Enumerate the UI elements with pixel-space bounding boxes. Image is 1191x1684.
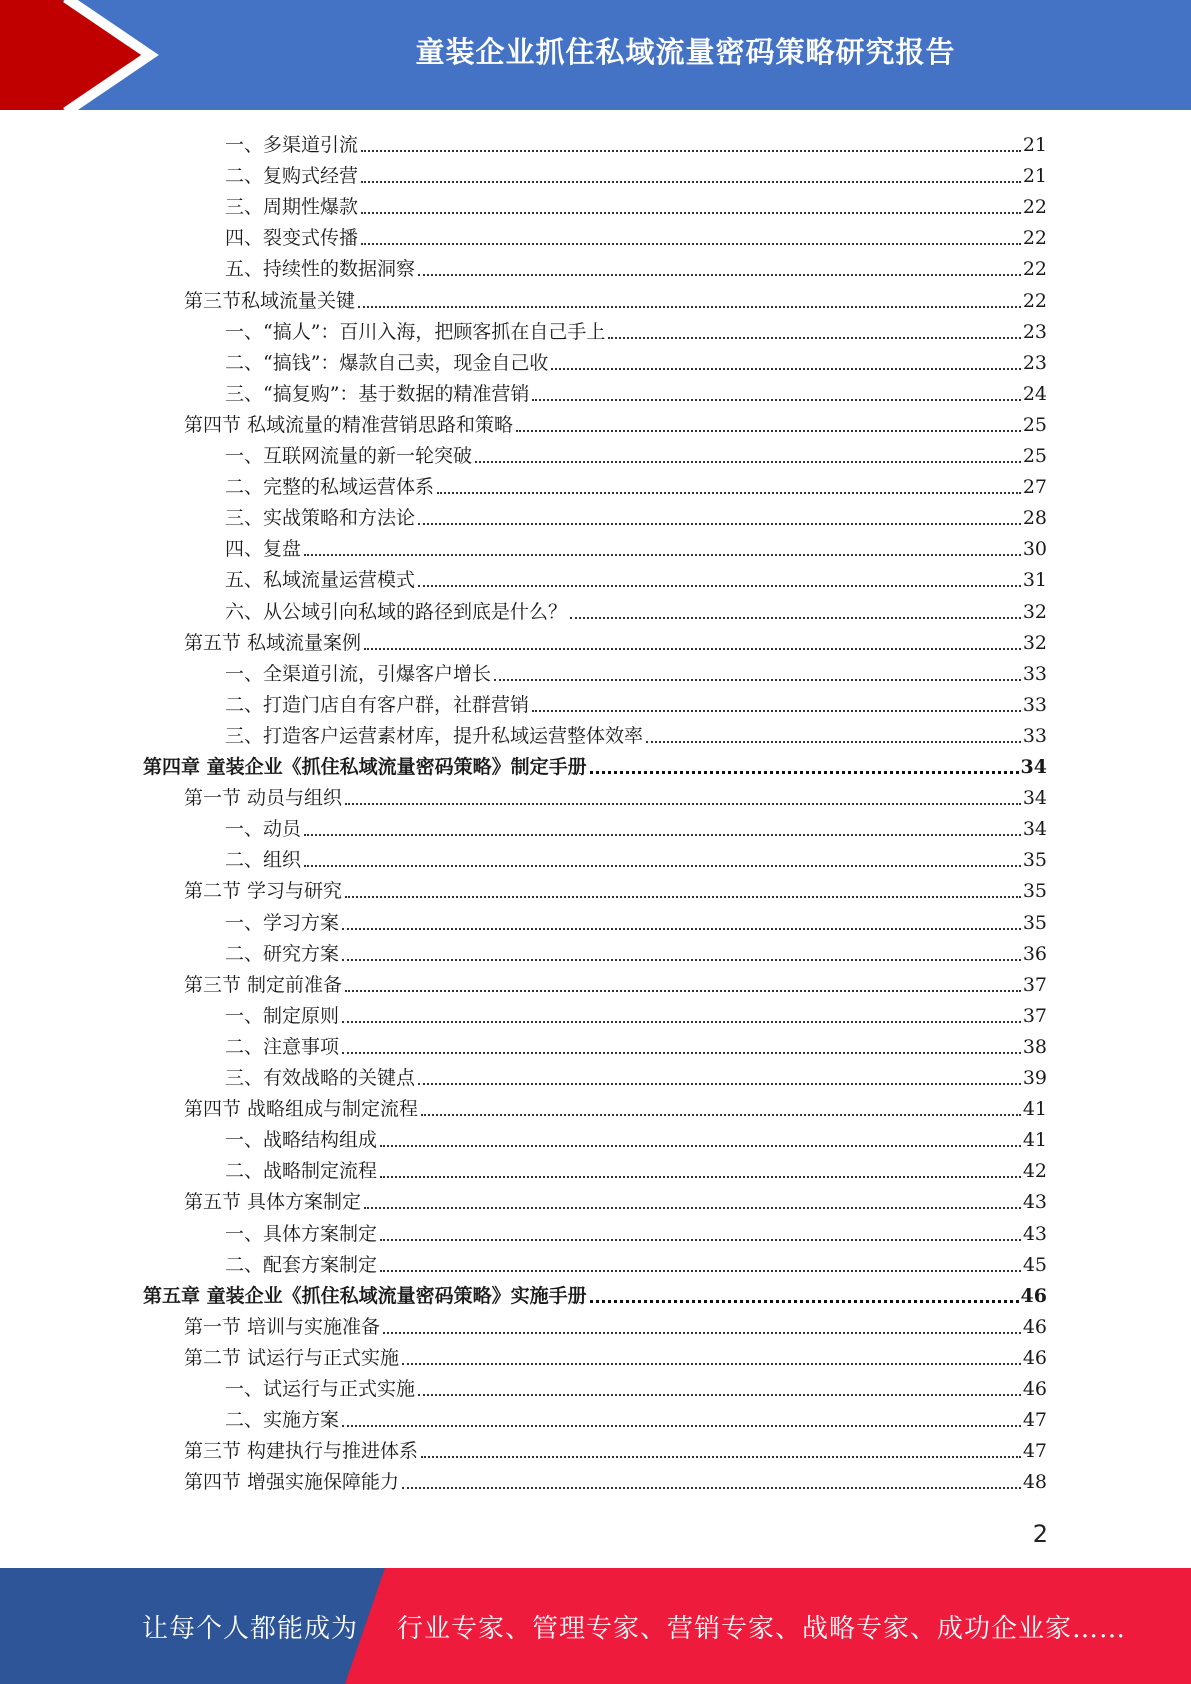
toc-section-entry[interactable] [184,872,1047,903]
toc-entry-label: 五、持续性的数据洞察 [225,258,416,281]
toc-entry-page: 33 [1022,662,1047,685]
toc-entry-label: 六、从公域引向私域的路径到底是什么？ [225,600,568,623]
toc-dot-leader [418,274,1021,276]
toc-dot-leader [342,1021,1021,1023]
toc-dot-leader [475,461,1021,463]
toc-entry-page: 35 [1022,911,1047,934]
toc-entry-page: 38 [1022,1035,1047,1058]
footer-slogan-right: 行业专家、管理专家、营销专家、战略专家、成功企业家…… [397,1613,1127,1644]
toc-entry-label: 一、学习方案 [225,911,340,934]
toc-entry-label: 第一节 动员与组织 [184,787,343,810]
toc-entry-label: 四、裂变式传播 [225,227,359,250]
toc-section-entry[interactable] [184,406,1047,437]
toc-entry-label: 二、配套方案制定 [225,1253,378,1276]
toc-subsection-entry[interactable] [225,810,1047,841]
toc-subsection-entry[interactable] [225,1401,1047,1432]
toc-entry-label: 一、试运行与正式实施 [225,1378,416,1400]
toc-entry-label: 二、完整的私域运营体系 [225,476,435,499]
toc-entry-label: 一、制定原则 [225,1004,340,1027]
toc-section-entry[interactable] [184,282,1047,313]
toc-entry-page: 35 [1022,849,1047,872]
toc-subsection-entry[interactable] [225,126,1047,157]
toc-dot-leader [364,1207,1021,1209]
toc-entry-label: 第三节私域流量关键 [184,289,356,312]
toc-dot-leader [342,959,1021,961]
toc-entry-label: 第四节 私域流量的精准营销思路和策略 [184,413,514,436]
toc-dot-leader [380,1176,1021,1178]
toc-entry-page: 46 [1022,1315,1047,1338]
toc-entry-page: 21 [1022,165,1047,188]
toc-dot-leader [402,1363,1021,1365]
toc-dot-leader [342,1052,1021,1054]
toc-entry-page: 34 [1022,818,1047,841]
toc-entry-page: 36 [1022,942,1047,965]
toc-entry-page: 39 [1022,1067,1047,1089]
toc-dot-leader [361,150,1021,152]
toc-section-entry[interactable] [184,1463,1047,1494]
toc-entry-page: 35 [1022,880,1047,903]
toc-entry-label: 二、战略制定流程 [225,1160,378,1183]
toc-entry-page: 23 [1022,320,1047,343]
toc-entry-label: 一、互联网流量的新一轮突破 [225,445,473,467]
red-arrow-icon [0,0,160,110]
toc-entry-label: 三、“搞复购”：基于数据的精准营销 [225,382,530,405]
toc-entry-page: 31 [1022,569,1047,592]
toc-subsection-entry[interactable] [225,157,1047,188]
toc-dot-leader [304,554,1021,556]
toc-dot-leader [361,243,1021,245]
page-number: 2 [1032,1520,1048,1548]
toc-subsection-entry[interactable] [225,468,1047,499]
toc-subsection-entry[interactable] [225,841,1047,872]
toc-entry-page: 32 [1022,631,1047,654]
toc-dot-leader [361,181,1021,183]
toc-subsection-entry[interactable] [225,904,1047,935]
toc-subsection-entry[interactable] [225,1028,1047,1059]
toc-entry-page: 43 [1022,1222,1047,1245]
toc-entry-page: 22 [1022,227,1047,250]
toc-section-entry[interactable] [184,966,1047,997]
toc-entry-page: 28 [1022,507,1047,530]
header-band [0,0,1191,110]
toc-entry-label: 四、复盘 [225,538,302,561]
toc-section-entry[interactable] [184,1339,1047,1370]
toc-entry-page: 37 [1022,973,1047,996]
toc-entry-label: 二、复购式经营 [225,165,359,188]
toc-dot-leader [608,337,1020,339]
toc-entry-page: 41 [1022,1098,1047,1121]
toc-entry-label: 二、打造门店自有客户群，社群营销 [225,693,530,716]
toc-dot-leader [590,1300,1019,1303]
toc-subsection-entry[interactable] [225,250,1047,281]
toc-section-entry[interactable] [184,1090,1047,1121]
toc-entry-page: 25 [1022,413,1047,436]
toc-entry-page: 25 [1022,445,1047,467]
toc-entry-page: 27 [1022,476,1047,499]
toc-entry-label: 第三节 制定前准备 [184,973,343,996]
toc-entry-page: 33 [1022,693,1047,716]
toc-entry-label: 一、具体方案制定 [225,1222,378,1245]
toc-dot-leader [342,1425,1021,1427]
toc-dot-leader [418,585,1021,587]
toc-dot-leader [380,1145,1021,1147]
toc-dot-leader [551,368,1020,370]
toc-subsection-entry[interactable] [225,499,1047,530]
toc-subsection-entry[interactable] [225,313,1047,344]
toc-subsection-entry[interactable] [225,437,1047,468]
toc-entry-label: 五、私域流量运营模式 [225,569,416,592]
toc-subsection-entry[interactable] [225,655,1047,686]
toc-dot-leader [532,399,1020,401]
toc-dot-leader [345,990,1021,992]
toc-entry-label: 第四节 增强实施保障能力 [184,1471,400,1494]
toc-entry-page: 22 [1022,196,1047,219]
toc-chapter-entry[interactable] [143,748,1047,779]
toc-entry-page: 30 [1022,538,1047,561]
toc-dot-leader [361,212,1021,214]
toc-entry-label: 第三节 构建执行与推进体系 [184,1440,419,1463]
toc-entry-page: 48 [1022,1471,1047,1494]
toc-dot-leader [418,523,1021,525]
toc-section-entry[interactable] [184,1432,1047,1463]
toc-entry-label: 第四章 童装企业《抓住私域流量密码策略》制定手册 [143,756,587,778]
toc-entry-label: 二、实施方案 [225,1409,340,1432]
toc-entry-page: 33 [1022,724,1047,747]
toc-subsection-entry[interactable] [225,997,1047,1028]
document-title: 童装企业抓住私域流量密码策略研究报告 [415,34,956,69]
toc-entry-page: 24 [1022,382,1047,405]
toc-dot-leader [402,1487,1021,1489]
footer-band [0,1568,1191,1684]
toc-dot-leader [380,1270,1021,1272]
toc-entry-page: 43 [1022,1191,1047,1214]
toc-subsection-entry[interactable] [225,717,1047,748]
toc-subsection-entry[interactable] [225,1370,1047,1401]
toc-dot-leader [383,1332,1021,1334]
toc-entry-label: 二、组织 [225,849,302,872]
toc-subsection-entry[interactable] [225,561,1047,592]
toc-subsection-entry[interactable] [225,344,1047,375]
toc-entry-page: 21 [1022,134,1047,156]
toc-entry-page: 46 [1020,1284,1047,1307]
toc-section-entry[interactable] [184,624,1047,655]
toc-dot-leader [345,896,1021,898]
toc-entry-label: 第一节 培训与实施准备 [184,1315,381,1338]
toc-entry-page: 47 [1022,1409,1047,1432]
toc-dot-leader [345,803,1021,805]
toc-dot-leader [358,306,1021,308]
toc-dot-leader [646,741,1021,743]
toc-entry-page: 45 [1022,1253,1047,1276]
toc-subsection-entry[interactable] [225,1152,1047,1183]
toc-dot-leader [421,1114,1021,1116]
toc-entry-label: 第五节 具体方案制定 [184,1191,362,1214]
toc-dot-leader [364,648,1021,650]
toc-subsection-entry[interactable] [225,1059,1047,1090]
toc-subsection-entry[interactable] [225,188,1047,219]
toc-subsection-entry[interactable] [225,686,1047,717]
toc-subsection-entry[interactable] [225,530,1047,561]
toc-entry-label: 三、打造客户运营素材库，提升私域运营整体效率 [225,724,644,747]
toc-entry-label: 二、“搞钱”：爆款自己卖，现金自己收 [225,351,549,374]
toc-dot-leader [570,617,1021,619]
toc-entry-label: 一、全渠道引流，引爆客户增长 [225,662,492,685]
toc-entry-page: 22 [1022,258,1047,281]
toc-dot-leader [380,1239,1021,1241]
toc-entry-label: 第二节 试运行与正式实施 [184,1346,400,1369]
toc-dot-leader [516,430,1021,432]
toc-subsection-entry[interactable] [225,219,1047,250]
toc-dot-leader [421,1456,1021,1458]
toc-section-entry[interactable] [184,1183,1047,1214]
toc-dot-leader [418,1394,1021,1396]
toc-dot-leader [342,928,1021,930]
toc-subsection-entry[interactable] [225,935,1047,966]
footer-slogan-left: 让每个人都能成为 [142,1613,359,1644]
toc-entry-label: 一、动员 [225,818,302,841]
toc-entry-label: 第二节 学习与研究 [184,880,343,903]
toc-section-entry[interactable] [184,1308,1047,1339]
toc-dot-leader [532,710,1021,712]
toc-entry-page: 46 [1022,1378,1047,1400]
toc-subsection-entry[interactable] [225,375,1047,406]
toc-subsection-entry[interactable] [225,1246,1047,1277]
toc-subsection-entry[interactable] [225,1121,1047,1152]
toc-subsection-entry[interactable] [225,1215,1047,1246]
toc-entry-label: 第五章 童装企业《抓住私域流量密码策略》实施手册 [143,1284,587,1307]
toc-entry-page: 22 [1022,289,1047,312]
toc-entry-label: 第四节 战略组成与制定流程 [184,1098,419,1121]
toc-subsection-entry[interactable] [225,593,1047,624]
toc-entry-label: 一、战略结构组成 [225,1129,378,1152]
toc-chapter-entry[interactable] [143,1277,1047,1308]
toc-entry-page: 42 [1022,1160,1047,1183]
toc-dot-leader [590,771,1019,774]
toc-entry-page: 34 [1022,787,1047,810]
toc-entry-page: 41 [1022,1129,1047,1152]
toc-entry-page: 47 [1022,1440,1047,1463]
toc-entry-page: 32 [1022,600,1047,623]
toc-entry-label: 一、“搞人”：百川入海，把顾客抓在自己手上 [225,320,606,343]
toc-dot-leader [418,1083,1021,1085]
toc-entry-label: 三、实战策略和方法论 [225,507,416,530]
toc-entry-label: 一、多渠道引流 [225,134,359,156]
toc-dot-leader [494,679,1021,681]
toc-entry-page: 37 [1022,1004,1047,1027]
toc-entry-label: 二、研究方案 [225,942,340,965]
toc-entry-label: 二、注意事项 [225,1035,340,1058]
toc-entry-page: 23 [1022,351,1047,374]
toc-dot-leader [304,834,1021,836]
toc-entry-label: 三、周期性爆款 [225,196,359,219]
toc-dot-leader [304,865,1021,867]
toc-dot-leader [437,492,1021,494]
toc-entry-page: 46 [1022,1346,1047,1369]
toc-entry-label: 三、有效战略的关键点 [225,1067,416,1089]
toc-entry-label: 第五节 私域流量案例 [184,631,362,654]
toc-section-entry[interactable] [184,779,1047,810]
toc-entry-page: 34 [1020,756,1047,778]
